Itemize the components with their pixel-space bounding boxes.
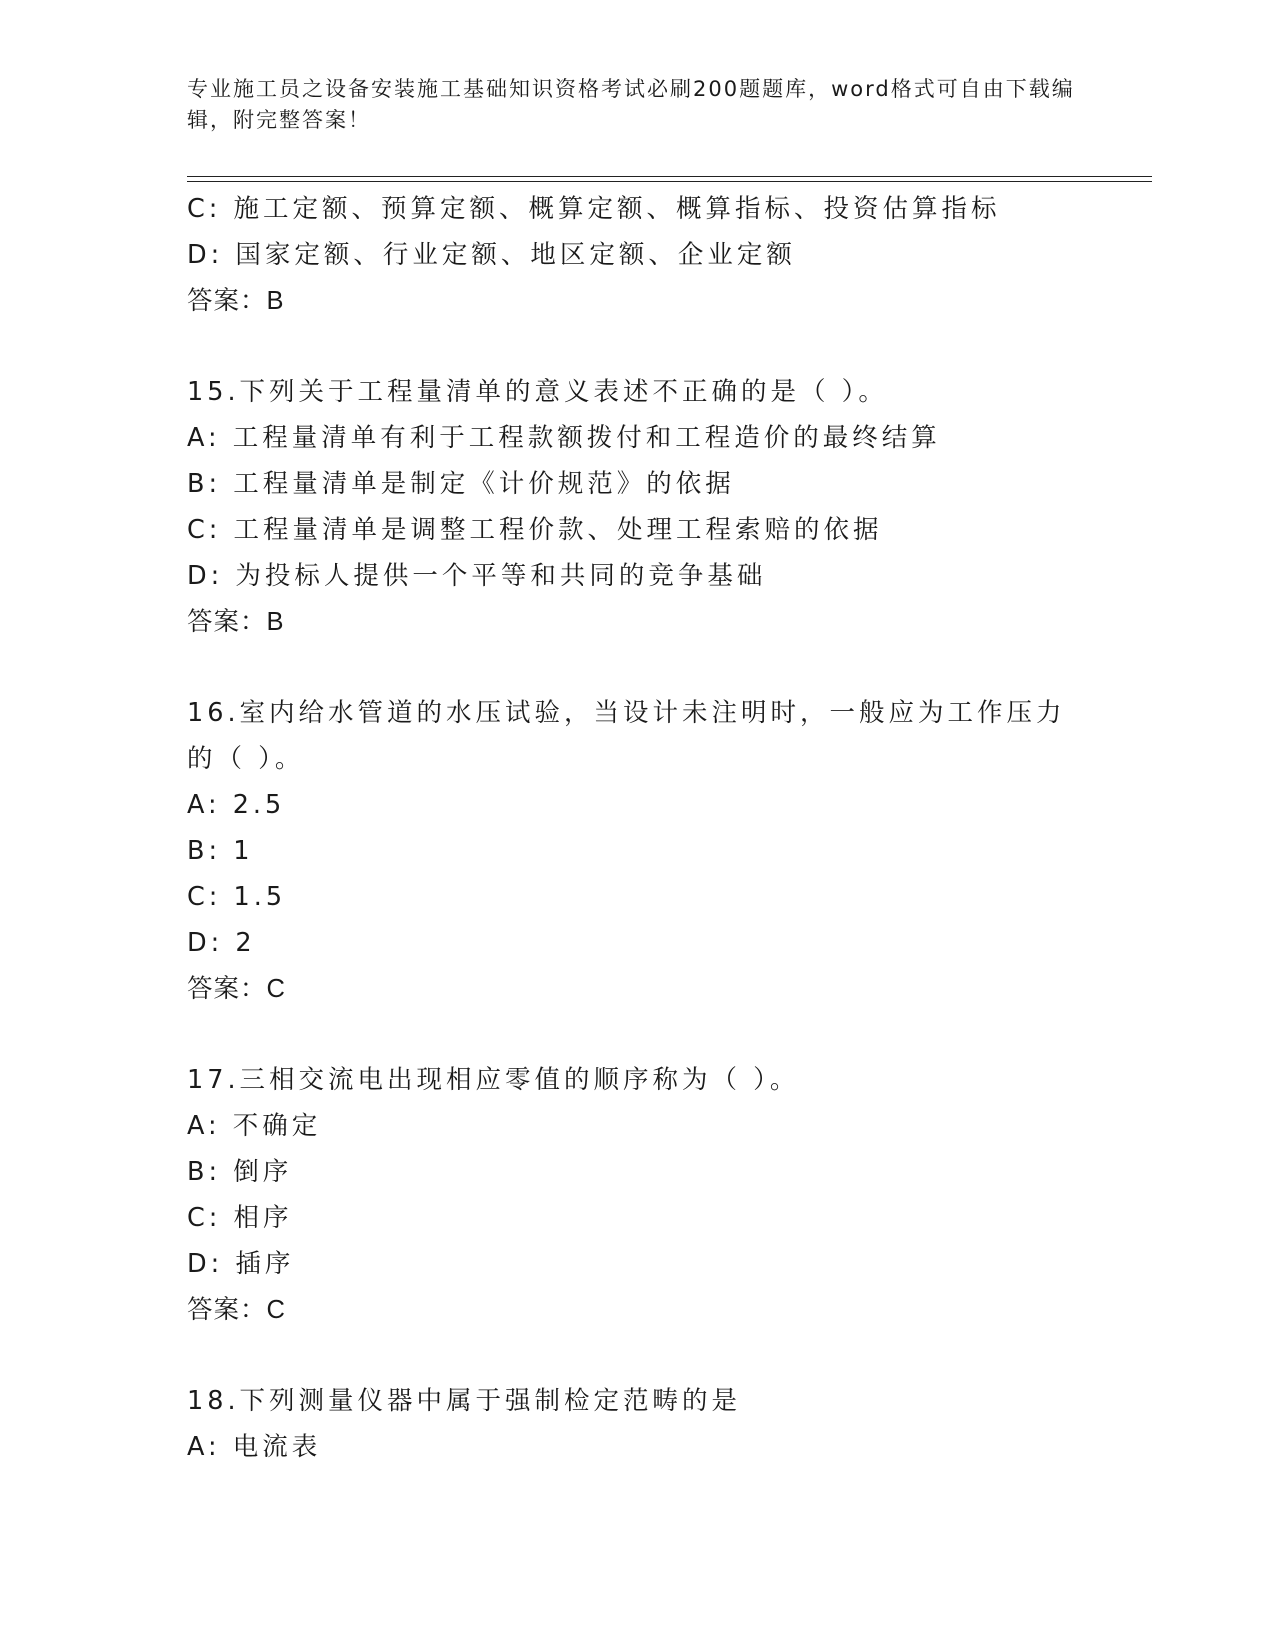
question-14 <box>187 186 1147 324</box>
question-17 <box>187 1057 1147 1333</box>
answer: 答案：C <box>187 1296 286 1324</box>
question-16 <box>187 690 1147 1012</box>
option-d: D: 国家定额、行业定额、地区定额、企业定额 <box>187 240 796 270</box>
answer: 答案：C <box>187 975 286 1003</box>
question-text: 18.下列测量仪器中属于强制检定范畴的是 <box>187 1386 742 1416</box>
option-a: A: 工程量清单有利于工程款额拨付和工程造价的最终结算 <box>187 423 941 453</box>
question-text: 15.下列关于工程量清单的意义表述不正确的是（ ）。 <box>187 377 888 407</box>
option-c: C: 施工定额、预算定额、概算定额、概算指标、投资估算指标 <box>187 194 1001 224</box>
option-b: B: 倒序 <box>187 1157 293 1187</box>
option-c: C: 1.5 <box>187 882 287 912</box>
question-18 <box>187 1378 1147 1470</box>
option-d: D: 为投标人提供一个平等和共同的竞争基础 <box>187 561 767 591</box>
question-text: 17.三相交流电出现相应零值的顺序称为（ ）。 <box>187 1065 800 1095</box>
option-b: B: 工程量清单是制定《计价规范》的依据 <box>187 469 735 499</box>
option-d: D: 2 <box>187 928 256 958</box>
option-c: C: 相序 <box>187 1203 293 1233</box>
question-list <box>187 186 1147 1470</box>
document-header: 专业施工员之设备安装施工基础知识资格考试必刷200题题库，word格式可自由下载编辑，附完整答案！ <box>187 77 1075 132</box>
option-a: A: 不确定 <box>187 1111 322 1141</box>
header-divider-bottom <box>187 181 1152 182</box>
answer: 答案：B <box>187 287 285 315</box>
header-divider-top <box>187 176 1152 177</box>
question-15 <box>187 369 1147 645</box>
option-d: D: 插序 <box>187 1249 295 1279</box>
option-a: A: 电流表 <box>187 1432 322 1462</box>
question-text: 16.室内给水管道的水压试验，当设计未注明时，一般应为工作压力的（ ）。 <box>187 698 1066 774</box>
answer: 答案：B <box>187 608 285 636</box>
option-b: B: 1 <box>187 836 254 866</box>
option-c: C: 工程量清单是调整工程价款、处理工程索赔的依据 <box>187 515 883 545</box>
option-a: A: 2.5 <box>187 790 286 820</box>
